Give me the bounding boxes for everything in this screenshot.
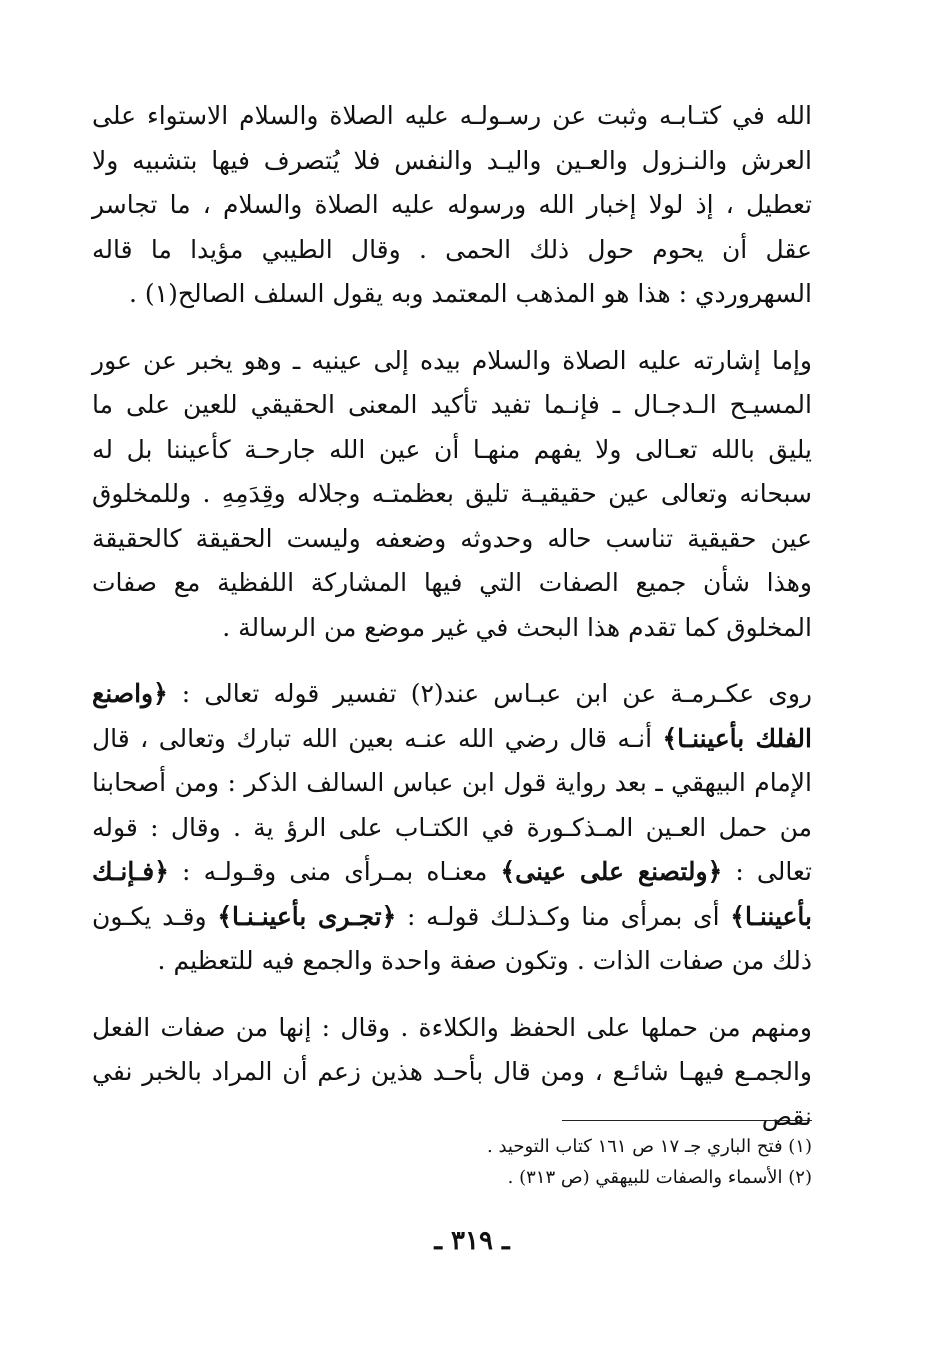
paragraph [92, 672, 812, 984]
text-segment: الله في كتـابـه وثبت عن رسـولـه عليه الصلاة والسلام الاستواء على العرش والنـزول والعـين واليـد والنفس فلا يُتصرف فيها بتشبيه ولا تعطيل ، إذ لولا إخبار الله ورسوله عليه الصلاة والسلام ، ما تجاسر عقل أن يحوم حول ذلك الحمى . وقال الطيبي مؤيدا ما قاله السهروردي : هذا هو المذهب المعتمد وبه يقول السلف الصالح(١) . [92, 101, 812, 308]
footnotes-section [92, 1120, 812, 1193]
quran-quote: ﴿تجـرى بأعينـنـا﴾ [217, 901, 397, 931]
text-segment: أنـه قال رضي الله عنـه بعين الله تبارك وتعالى ، قال الإمام البيهقي ـ بعد رواية قول ابن عباس السالف الذكر : ومن أصحابنا من حمل العـين المـذكـورة في الكتـاب على الرؤ ية . وقال : قوله تعالى : [92, 723, 812, 886]
paragraph [92, 94, 812, 317]
paragraph [92, 339, 812, 651]
text-segment: وإما إشارته عليه الصلاة والسلام بيده إلى عينيه ـ وهو يخبر عن عور المسيـح الـدجـال ـ فإنـما تفيد تأكيد المعنى الحقيقي للعين على ما يليق بالله تعـالى ولا يفهم منهـا أن عين الله جارحـة كأعيننا بل له سبحانه وتعالى عين حقيقيـة تليق بعظمتـه وجلاله وقِدَمِهِ . وللمخلوق عين حقيقية تناسب حاله وحدوثه وضعفه وليست الحقيقة كالحقيقة وهذا شأن جميع الصفات التي فيها المشاركة اللفظية مع صفات المخلوق كما تقدم هذا البحث في غير موضع من الرسالة . [92, 345, 812, 642]
footnote-1: (١) فتح الباري جـ ١٧ ص ١٦١ كتاب التوحيد . [487, 1136, 812, 1157]
footnote-divider [562, 1120, 812, 1121]
main-text [92, 92, 812, 1161]
footnote-2: (٢) الأسماء والصفات للبيهقي (ص ٣١٣) . [507, 1167, 812, 1188]
page-number: ـ ٣١٩ ـ [434, 1226, 510, 1256]
quran-quote: ﴿ولتصنع على عينى﴾ [500, 857, 723, 886]
quran-quote: ﴿واصنع الفلك بأعيننـا﴾ [92, 679, 812, 753]
quran-quote: ﴿فـإنـك بأعيننـا﴾ [92, 857, 813, 931]
paragraph [92, 1006, 812, 1140]
text-segment: أى بمرأى منا وكـذلـك قولـه : [396, 901, 731, 931]
text-segment: وقـد يكـون ذلك من صفات الذات . وتكون صفة واحدة والجمع فيه للتعظيم . [92, 901, 812, 975]
text-segment: معنـاه بمـرأى منى وقـولـه : [168, 857, 501, 886]
text-segment: روى عكـرمـة عن ابن عبـاس عند(٢) تفسير قوله تعالى : [167, 679, 812, 708]
text-segment: ومنهم من حملها على الحفظ والكلاءة . وقال : إنها من صفات الفعل والجمـع فيهـا شائـع ، ومن قال بأحـد هذين زعم أن المراد بالخبر نفي نقص [92, 1012, 812, 1131]
